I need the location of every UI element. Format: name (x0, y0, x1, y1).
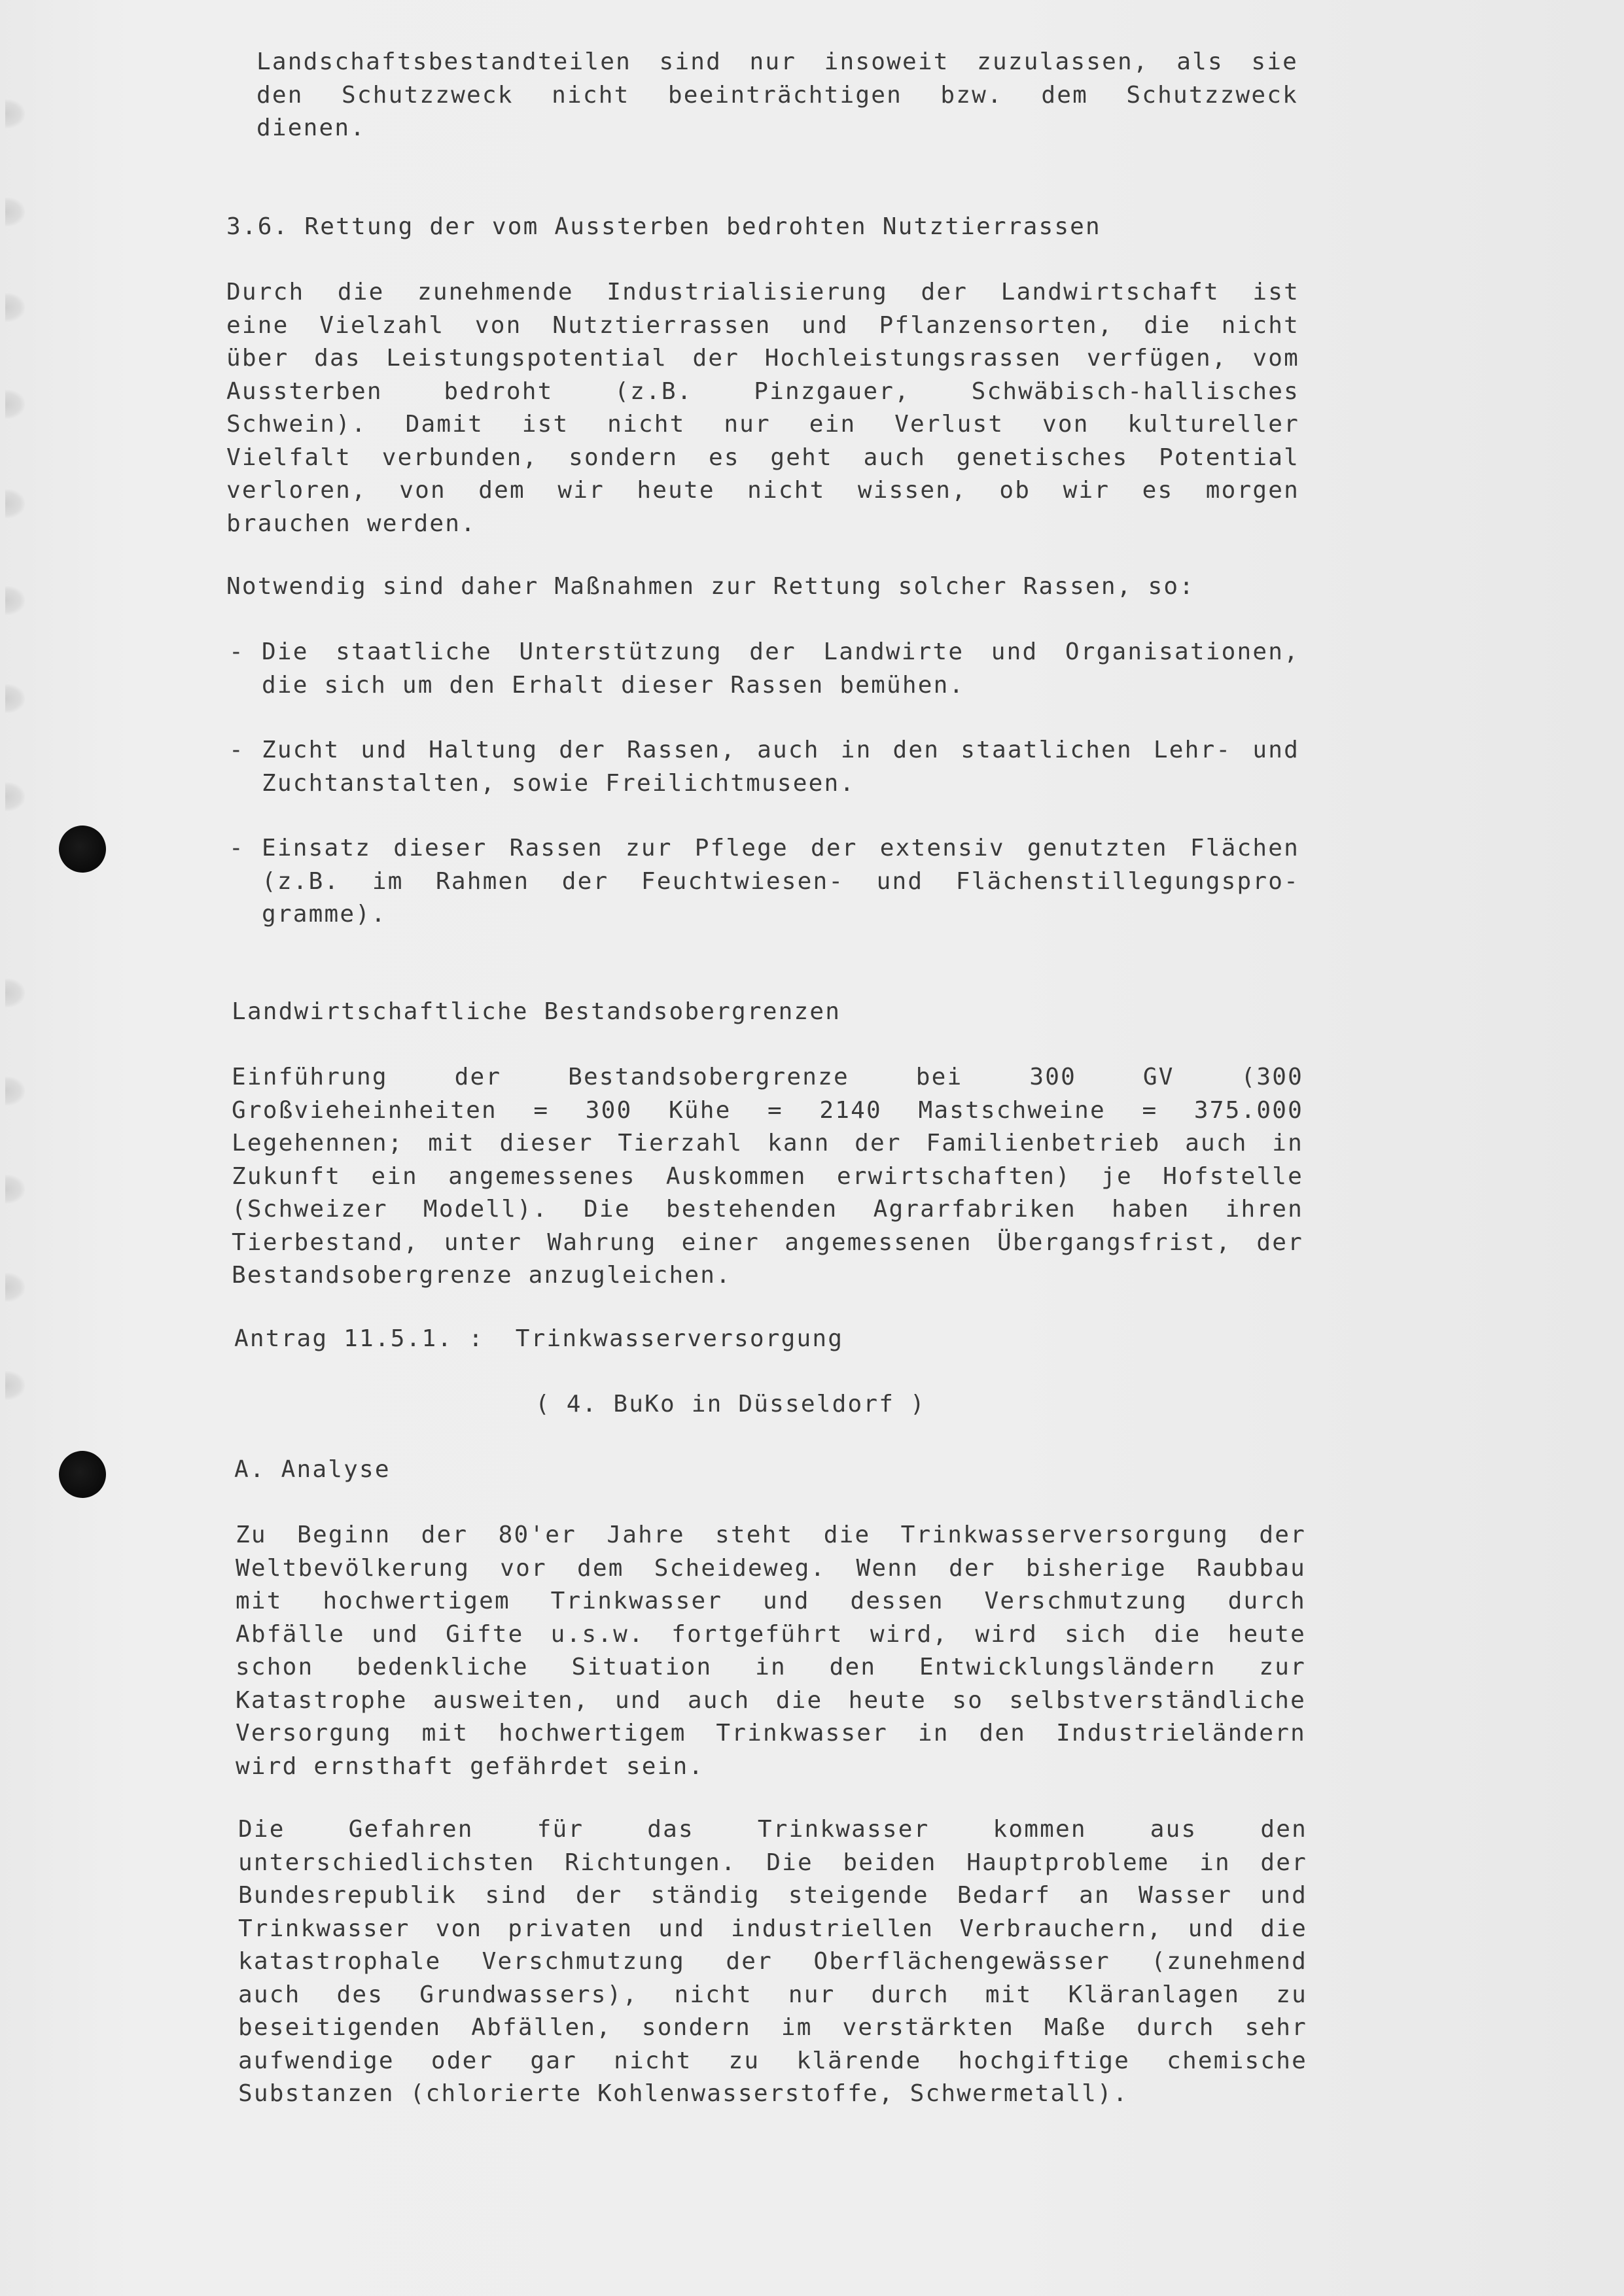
text-line: Versorgung mit hochwertigem Trinkwasser in den Industrieländern (236, 1720, 1306, 1747)
text-line: Vielfalt verbunden, sondern es geht auch genetisches Potential (226, 444, 1299, 471)
margin-mark (5, 782, 25, 811)
bestandsobergrenzen-paragraph (232, 1061, 1303, 1293)
margin-mark (5, 99, 25, 128)
margin-mark (5, 979, 25, 1007)
margin-mark (5, 586, 25, 615)
punch-hole (59, 1451, 106, 1498)
top-paragraph (256, 46, 1298, 145)
text-line: Legehennen; mit dieser Tierzahl kann der Familienbetrieb auch in (232, 1130, 1303, 1157)
text-line: dienen. (256, 114, 366, 141)
text-line: eine Vielzahl von Nutztierrassen und Pflanzensorten, die nicht (226, 311, 1299, 339)
margin-mark (5, 684, 25, 713)
bullet-dash: - (229, 638, 245, 665)
text-line: Landschaftsbestandteilen sind nur insoweit zuzulassen, als sie (256, 48, 1298, 75)
margin-mark (5, 198, 25, 226)
antrag-source: ( 4. BuKo in Düsseldorf ) (535, 1391, 926, 1418)
margin-mark (5, 1077, 25, 1105)
text-line: Aussterben bedroht (z.B. Pinzgauer, Schwäbisch-hallisches (226, 377, 1299, 405)
antrag-title: Antrag 11.5.1. : Trinkwasserversorgung (234, 1325, 844, 1352)
margin-mark (5, 1175, 25, 1204)
text-line: Die Gefahren für das Trinkwasser kommen aus den (238, 1816, 1307, 1843)
text-line: mit hochwertigem Trinkwasser und dessen Verschmutzung durch (236, 1588, 1306, 1614)
text-line: schon bedenkliche Situation in den Entwicklungsländern zur (236, 1654, 1306, 1680)
section-3-6-paragraph (226, 276, 1299, 540)
text-line: Zuchtanstalten, sowie Freilichtmuseen. (262, 769, 856, 797)
section-heading-3-6: 3.6. Rettung der vom Aussterben bedrohten Nutztierrassen (226, 213, 1101, 240)
text-line: Einführung der Bestandsobergrenze bei 300 GV (300 (232, 1064, 1303, 1090)
text-line: wird ernsthaft gefährdet sein. (236, 1752, 705, 1780)
text-line: Bestandsobergrenze anzugleichen. (232, 1262, 732, 1289)
text-line: den Schutzzweck nicht beeinträchtigen bzw. dem Schutzzweck (256, 81, 1298, 109)
text-line: Großvieheinheiten = 300 Kühe = 2140 Mastschweine = 375.000 (232, 1096, 1303, 1124)
text-line: über das Leistungspotential der Hochleistungsrassen verfügen, vom (226, 345, 1299, 372)
text-line: verloren, von dem wir heute nicht wissen, ob wir es morgen (226, 477, 1299, 504)
text-line: unterschiedlichsten Richtungen. Die beiden Hauptprobleme in der (238, 1849, 1307, 1876)
text-line: Weltbevölkerung vor dem Scheideweg. Wenn der bisherige Raubbau (236, 1554, 1306, 1582)
bullet-item (262, 636, 1299, 702)
margin-mark (5, 489, 25, 518)
bullet-item (262, 734, 1299, 800)
section-heading-bestandsobergrenzen: Landwirtschaftliche Bestandsobergrenzen (232, 998, 841, 1025)
text-line: Schwein). Damit ist nicht nur ein Verlust von kultureller (226, 411, 1299, 438)
text-line: aufwendige oder gar nicht zu klärende hochgiftige chemische (238, 2047, 1307, 2074)
margin-mark (5, 1371, 25, 1400)
text-line: Zukunft ein angemessenes Auskommen erwirtschaften) je Hofstelle (232, 1162, 1303, 1190)
margin-mark (5, 293, 25, 322)
text-line: Durch die zunehmende Industrialisierung der Landwirtschaft ist (226, 279, 1299, 305)
bullet-dash: - (229, 835, 245, 861)
analyse-paragraph-2 (238, 1813, 1307, 2111)
text-line: Abfälle und Gifte u.s.w. fortgeführt wird, wird sich die heute (236, 1620, 1306, 1648)
measures-intro: Notwendig sind daher Maßnahmen zur Rettung solcher Rassen, so: (226, 573, 1195, 600)
text-line: Die staatliche Unterstützung der Landwirte und Organisationen, (262, 638, 1299, 665)
text-line: Zucht und Haltung der Rassen, auch in den staatlichen Lehr- und (262, 737, 1299, 763)
text-line: Trinkwasser von privaten und industriellen Verbrauchern, und die (238, 1915, 1307, 1942)
text-line: brauchen werden. (226, 510, 476, 537)
text-line: katastrophale Verschmutzung der Oberflächengewässer (zunehmend (238, 1948, 1307, 1975)
text-line: Zu Beginn der 80'er Jahre steht die Trinkwasserversorgung der (236, 1522, 1306, 1548)
text-line: (Schweizer Modell). Die bestehenden Agrarfabriken haben ihren (232, 1196, 1303, 1223)
text-line: Bundesrepublik sind der ständig steigende Bedarf an Wasser und (238, 1882, 1307, 1909)
text-line: beseitigenden Abfällen, sondern im verstärkten Maße durch sehr (238, 2014, 1307, 2041)
margin-mark (5, 1273, 25, 1302)
text-line: gramme). (262, 901, 387, 928)
text-line: Katastrophe ausweiten, und auch die heute so selbstverständliche (236, 1686, 1306, 1714)
margin-mark (5, 390, 25, 419)
text-line: Substanzen (chlorierte Kohlenwasserstoffe, Schwermetall). (238, 2080, 1129, 2107)
bullet-dash: - (229, 737, 245, 763)
text-line: (z.B. im Rahmen der Feuchtwiesen- und Flächenstillegungspro- (262, 867, 1299, 895)
text-line: Einsatz dieser Rassen zur Pflege der extensiv genutzten Flächen (262, 835, 1299, 861)
text-line: die sich um den Erhalt dieser Rassen bemühen. (262, 671, 965, 699)
text-line: auch des Grundwassers), nicht nur durch mit Kläranlagen zu (238, 1981, 1307, 2008)
text-line: Tierbestand, unter Wahrung einer angemessenen Übergangsfrist, der (232, 1228, 1303, 1256)
analyse-heading: A. Analyse (234, 1456, 391, 1483)
bullet-item (262, 832, 1299, 931)
analyse-paragraph-1 (236, 1519, 1306, 1783)
punch-hole (59, 826, 106, 873)
